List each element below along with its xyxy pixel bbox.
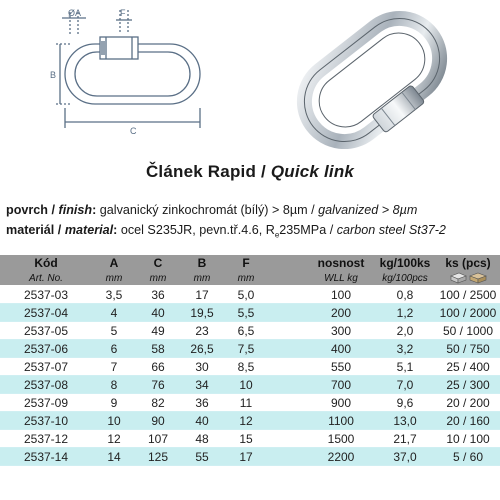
material-value-cz-a: ocel S235JR, pevn.tř.4.6, R [120, 223, 275, 237]
cell-b: 30 [180, 358, 224, 376]
cell-pcs: 25 / 400 [436, 358, 500, 376]
cell-wll: 700 [308, 376, 374, 394]
cell-blank [268, 340, 308, 358]
dim-c-label: C [130, 126, 137, 136]
material-label-cz: materiál [6, 223, 55, 237]
cell-f: 8,5 [224, 358, 268, 376]
cell-code: 2537-07 [0, 358, 92, 376]
cell-pcs: 50 / 750 [436, 340, 500, 358]
cell-wll: 200 [308, 304, 374, 322]
col-sub-b: mm [180, 271, 224, 286]
spec-finish [6, 200, 496, 220]
cell-blank [268, 448, 308, 466]
cell-code: 2537-08 [0, 376, 92, 394]
col-sub-pcs [436, 271, 500, 286]
cell-wll: 2200 [308, 448, 374, 466]
table-row [0, 430, 500, 448]
title-en: Quick link [270, 162, 355, 181]
cell-code: 2537-05 [0, 322, 92, 340]
cell-blank [268, 304, 308, 322]
table-row [0, 412, 500, 430]
col-header-pcs [436, 255, 500, 271]
cell-blank [268, 376, 308, 394]
cell-weight: 9,6 [374, 394, 436, 412]
table-row [0, 286, 500, 304]
quick-link-photo [262, 0, 462, 160]
cell-blank [268, 358, 308, 376]
spec-block [6, 200, 496, 246]
material-value-en: carbon steel St37-2 [336, 223, 446, 237]
col-header-wll: nosnost [308, 255, 374, 271]
col-sub-f: mm [224, 271, 268, 286]
material-label-en: material [64, 223, 114, 237]
cell-f: 17 [224, 448, 268, 466]
cell-pcs: 20 / 160 [436, 412, 500, 430]
material-value-sub: e [274, 230, 280, 240]
cell-a: 4 [92, 304, 136, 322]
cell-pcs: 20 / 200 [436, 394, 500, 412]
cell-wll: 300 [308, 322, 374, 340]
table-row [0, 322, 500, 340]
cell-f: 11 [224, 394, 268, 412]
cell-code: 2537-10 [0, 412, 92, 430]
cell-b: 19,5 [180, 304, 224, 322]
cell-weight: 37,0 [374, 448, 436, 466]
col-header-pcs-text: ks (pcs) [445, 256, 491, 270]
product-header [0, 0, 500, 160]
col-sub-a: mm [92, 271, 136, 286]
cell-a: 10 [92, 412, 136, 430]
cell-b: 17 [180, 286, 224, 304]
finish-label-cz: povrch [6, 203, 48, 217]
table-body [0, 286, 500, 466]
cell-c: 49 [136, 322, 180, 340]
cell-wll: 550 [308, 358, 374, 376]
cell-code: 2537-04 [0, 304, 92, 322]
cell-weight: 13,0 [374, 412, 436, 430]
cell-pcs: 25 / 300 [436, 376, 500, 394]
cell-blank [268, 394, 308, 412]
cell-f: 6,5 [224, 322, 268, 340]
cell-f: 5,0 [224, 286, 268, 304]
cell-c: 76 [136, 376, 180, 394]
col-header-a: A [92, 255, 136, 271]
cell-pcs: 10 / 100 [436, 430, 500, 448]
dim-a-label: ØA [68, 8, 82, 18]
cell-weight: 2,0 [374, 322, 436, 340]
cell-code: 2537-12 [0, 430, 92, 448]
cell-a: 6 [92, 340, 136, 358]
cell-b: 40 [180, 412, 224, 430]
cell-code: 2537-03 [0, 286, 92, 304]
technical-drawing [40, 4, 240, 154]
cell-c: 90 [136, 412, 180, 430]
finish-value-en: galvanized > 8µm [318, 203, 418, 217]
cell-b: 36 [180, 394, 224, 412]
cell-code: 2537-14 [0, 448, 92, 466]
cell-pcs: 50 / 1000 [436, 322, 500, 340]
dim-b-label: B [50, 70, 57, 80]
cell-a: 7 [92, 358, 136, 376]
cell-wll: 1100 [308, 412, 374, 430]
col-header-weight: kg/100ks [374, 255, 436, 271]
cell-weight: 3,2 [374, 340, 436, 358]
cell-code: 2537-06 [0, 340, 92, 358]
cell-wll: 1500 [308, 430, 374, 448]
cell-pcs: 100 / 2500 [436, 286, 500, 304]
table-row [0, 358, 500, 376]
col-sub-code: Art. No. [0, 271, 92, 286]
finish-value-sep: / [307, 203, 319, 217]
cell-b: 34 [180, 376, 224, 394]
dim-f-label: F [120, 8, 126, 18]
cell-code: 2537-09 [0, 394, 92, 412]
cell-b: 48 [180, 430, 224, 448]
cell-b: 23 [180, 322, 224, 340]
material-sep: / [54, 223, 65, 237]
cell-pcs: 5 / 60 [436, 448, 500, 466]
spec-material [6, 220, 496, 246]
cell-blank [268, 322, 308, 340]
cell-a: 3,5 [92, 286, 136, 304]
title-cz: Článek Rapid / [145, 162, 271, 181]
cell-f: 5,5 [224, 304, 268, 322]
cell-a: 9 [92, 394, 136, 412]
col-header-f: F [224, 255, 268, 271]
material-value-cz-b: 235MPa [279, 223, 327, 237]
cell-c: 125 [136, 448, 180, 466]
page-title [0, 162, 500, 182]
col-sub-weight: kg/100pcs [374, 271, 436, 286]
cell-weight: 7,0 [374, 376, 436, 394]
cell-weight: 5,1 [374, 358, 436, 376]
cell-f: 15 [224, 430, 268, 448]
cell-c: 107 [136, 430, 180, 448]
cell-c: 82 [136, 394, 180, 412]
box-icon [448, 272, 488, 284]
material-colon: : [113, 223, 118, 237]
col-sub-c: mm [136, 271, 180, 286]
cell-a: 14 [92, 448, 136, 466]
cell-b: 55 [180, 448, 224, 466]
cell-wll: 100 [308, 286, 374, 304]
table-subheader-row [0, 271, 500, 286]
finish-sep: / [48, 203, 59, 217]
table-header-row [0, 255, 500, 271]
col-header-c: C [136, 255, 180, 271]
cell-weight: 1,2 [374, 304, 436, 322]
table-row [0, 394, 500, 412]
cell-c: 58 [136, 340, 180, 358]
cell-blank [268, 286, 308, 304]
cell-f: 10 [224, 376, 268, 394]
col-sub-blank [268, 271, 308, 286]
cell-wll: 900 [308, 394, 374, 412]
table-row [0, 304, 500, 322]
col-header-blank [268, 255, 308, 271]
cell-c: 66 [136, 358, 180, 376]
cell-c: 36 [136, 286, 180, 304]
col-header-b: B [180, 255, 224, 271]
cell-f: 7,5 [224, 340, 268, 358]
material-value-sep: / [326, 223, 337, 237]
cell-blank [268, 412, 308, 430]
finish-label-en: finish [58, 203, 93, 217]
cell-blank [268, 430, 308, 448]
cell-a: 8 [92, 376, 136, 394]
cell-a: 12 [92, 430, 136, 448]
table-row [0, 448, 500, 466]
spec-table [0, 255, 500, 466]
table-row [0, 376, 500, 394]
cell-wll: 400 [308, 340, 374, 358]
cell-weight: 21,7 [374, 430, 436, 448]
cell-f: 12 [224, 412, 268, 430]
col-header-code: Kód [0, 255, 92, 271]
finish-value-cz: galvanický zinkochromát (bílý) > 8µm [99, 203, 308, 217]
col-sub-wll: WLL kg [308, 271, 374, 286]
cell-b: 26,5 [180, 340, 224, 358]
cell-pcs: 100 / 2000 [436, 304, 500, 322]
cell-a: 5 [92, 322, 136, 340]
table-row [0, 340, 500, 358]
spec-table-wrap [0, 255, 500, 466]
cell-c: 40 [136, 304, 180, 322]
cell-weight: 0,8 [374, 286, 436, 304]
finish-colon: : [92, 203, 97, 217]
